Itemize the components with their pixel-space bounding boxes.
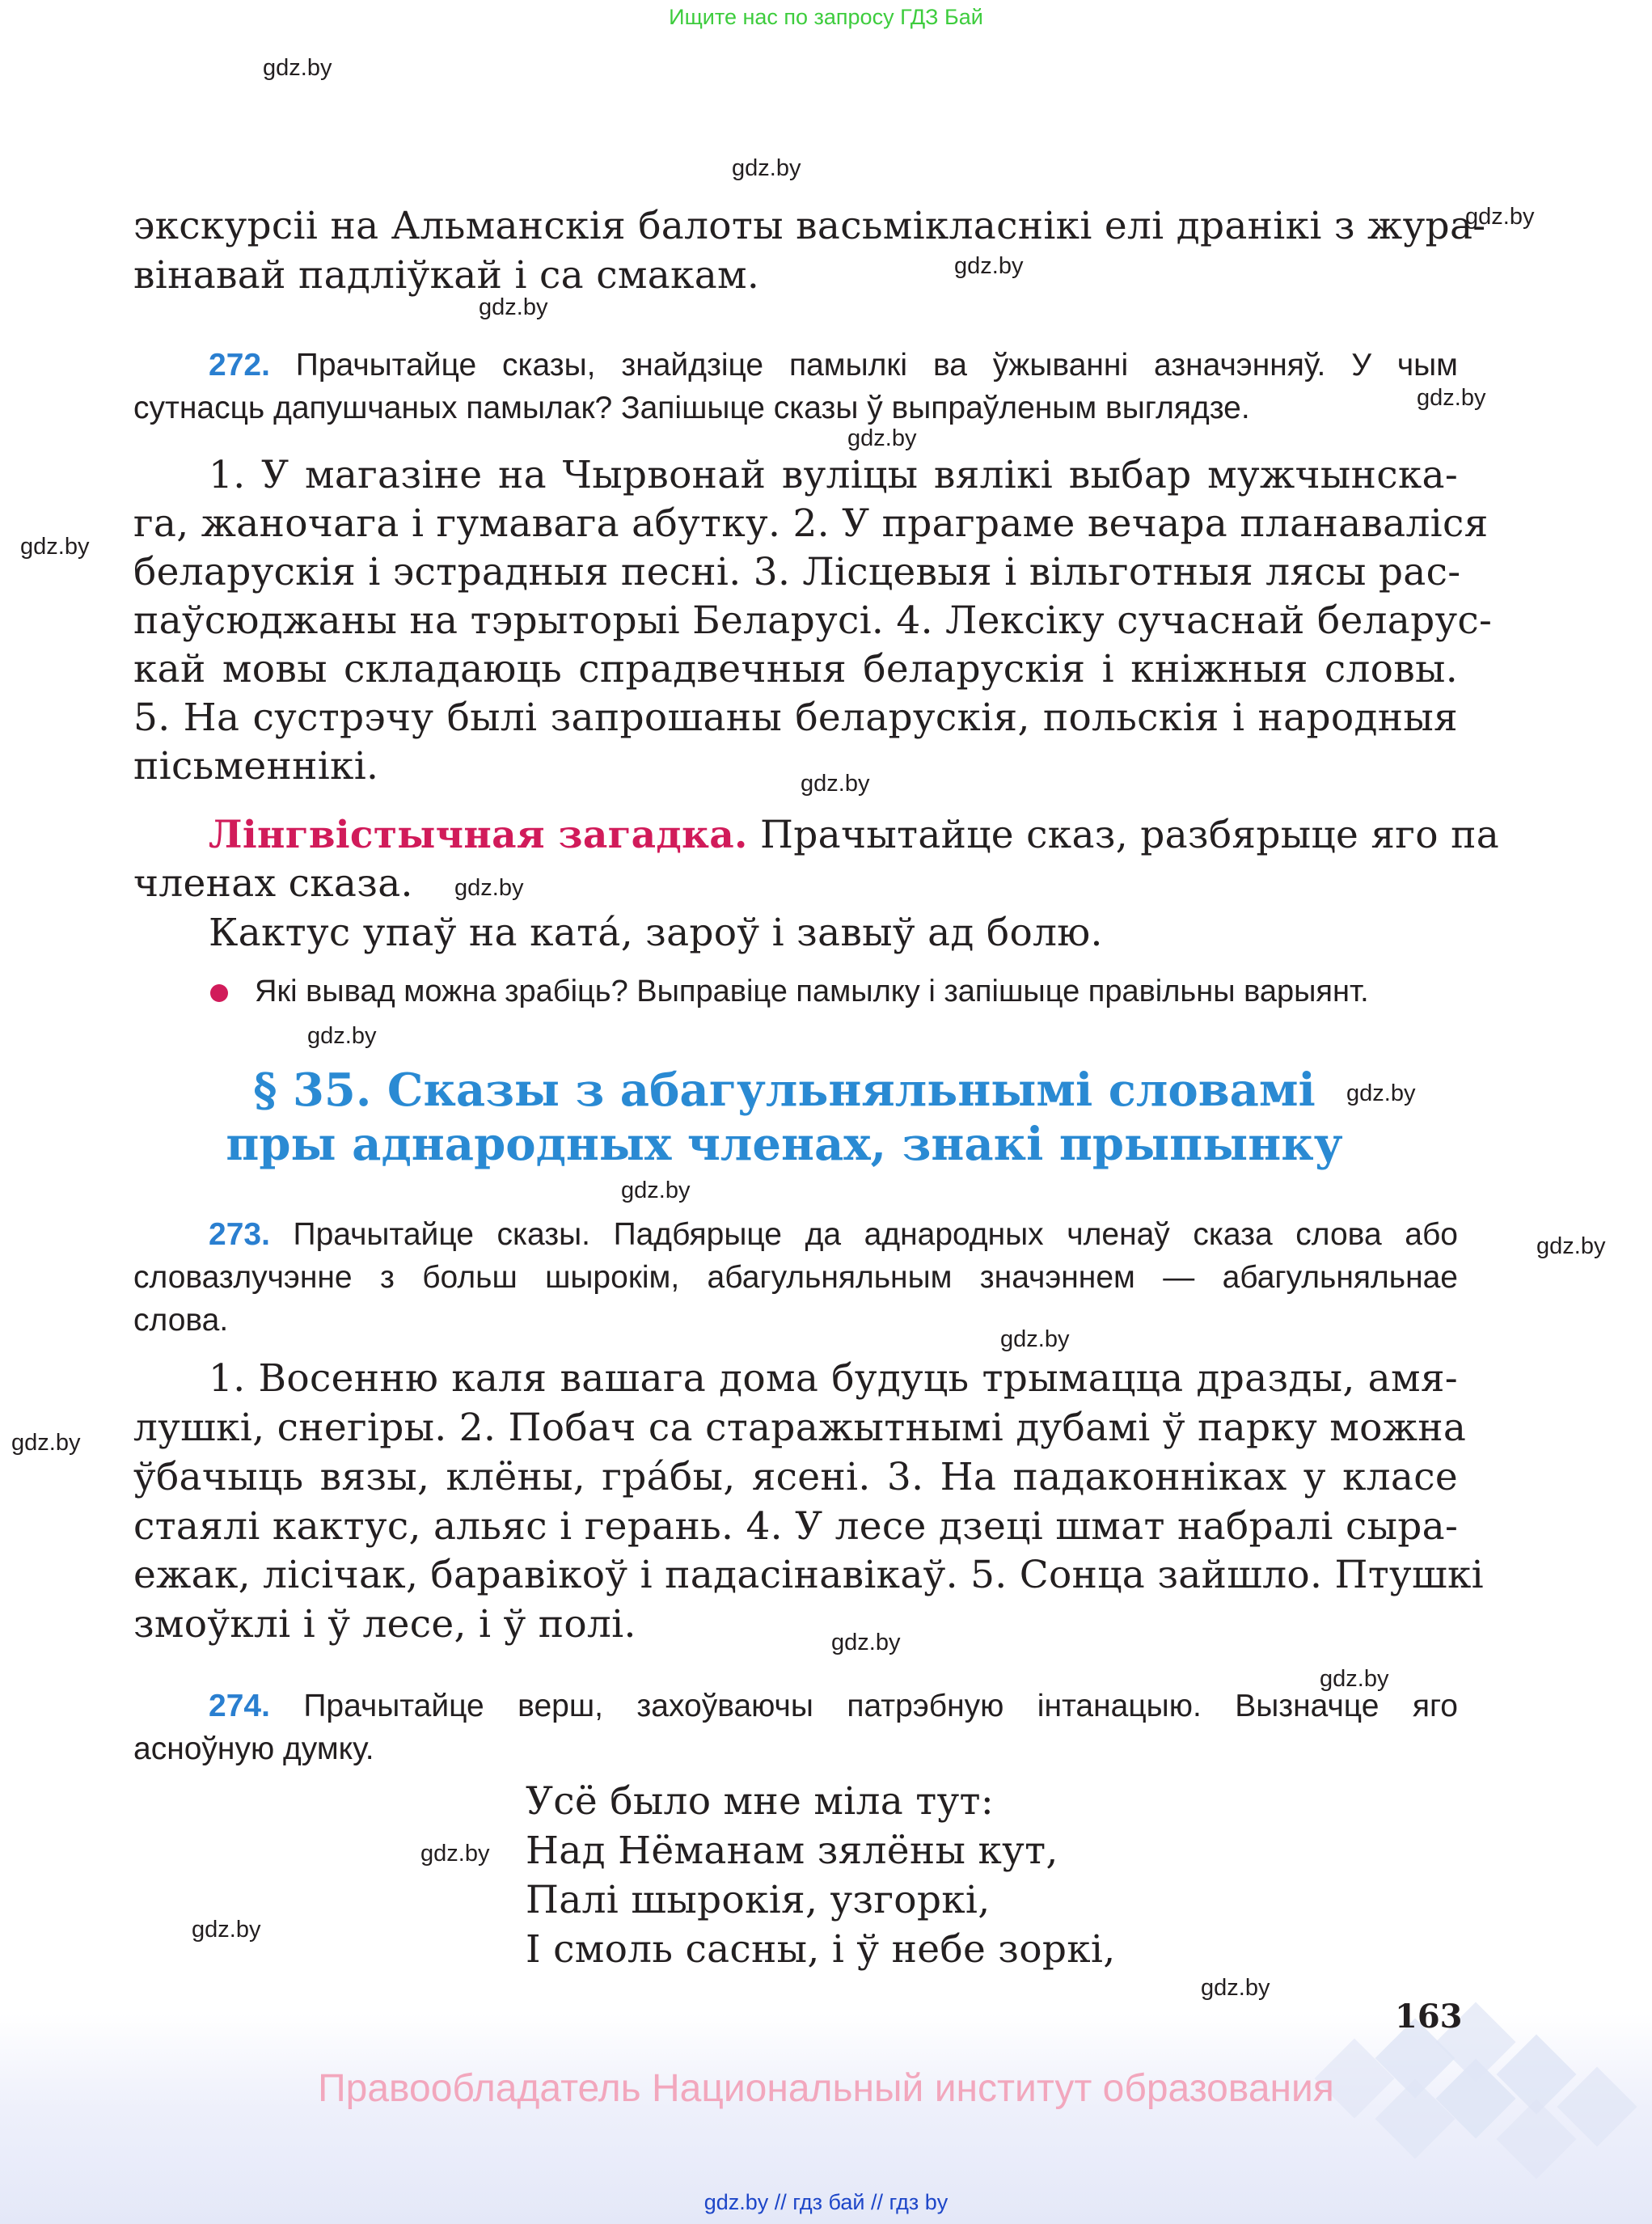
exercise-272-sentence-line: пісьменнікі. (133, 744, 379, 789)
watermark: gdz.by (1201, 1975, 1270, 2001)
intro-line-2: вінавай падліўкай і са смакам. (133, 253, 760, 298)
watermark: gdz.by (732, 155, 801, 181)
exercise-274-task-line-1: 274. Прачытайце верш, захоўваючы патрэбную інтанацыю. Вызначце яго (209, 1689, 1459, 1723)
watermark: gdz.by (847, 425, 917, 451)
watermark: gdz.by (11, 1430, 81, 1456)
exercise-272-sentence-line: 5. На сустрэчу былі запрошаны беларускія, польскія і народныя (133, 696, 1458, 740)
page-number: 163 (1395, 1998, 1463, 2036)
watermark: gdz.by (454, 875, 524, 901)
top-banner[interactable]: Ищите нас по запросу ГДЗ Бай (669, 5, 983, 29)
watermark: gdz.by (831, 1630, 901, 1655)
watermark: gdz.by (1320, 1666, 1389, 1692)
intro-line-1: экскурсіі на Альманскія балоты васьмікласнікі елі дранікі з жура- (133, 204, 1486, 248)
riddle-task-line-1: Лінгвістычная загадка. Прачытайце сказ, разбярыце яго па (209, 813, 1500, 857)
exercise-273-task-line-3: слова. (133, 1303, 229, 1338)
poem-line: Над Нёманам зялёны кут, (526, 1829, 1058, 1873)
watermark: gdz.by (479, 294, 548, 320)
watermark: gdz.by (801, 771, 870, 797)
watermark: gdz.by (621, 1178, 691, 1203)
exercise-number: 272. (209, 348, 270, 383)
exercise-272-task-line-2: сутнасць дапушчаных памылак? Запішыце сказы ў выпраўленым выглядзе. (133, 391, 1250, 425)
exercise-273-sentence-line: 1. Восенню каля вашага дома будуць трымацца дразды, амя- (209, 1356, 1458, 1401)
watermark: gdz.by (192, 1917, 261, 1943)
watermark: gdz.by (1417, 385, 1486, 411)
exercise-number: 273. (209, 1217, 270, 1252)
bottom-links[interactable]: gdz.by // гдз бай // гдз by (703, 2190, 949, 2214)
watermark: gdz.by (307, 1023, 377, 1049)
exercise-272-task-line-1: 272. Прачытайце сказы, знайдзіце памылкі ва ўжыванні азначэнняў. У чым (209, 348, 1458, 383)
exercise-272-sentence-line: 1. У магазіне на Чырвонай вуліцы вялікі выбар мужчынска- (209, 453, 1458, 497)
watermark: gdz.by (1465, 204, 1535, 230)
exercise-273-sentence-line: ежак, лісічак, баравікоў і падасінавікаў. 5. Сонца зайшло. Птушкі (133, 1553, 1485, 1597)
bullet-icon (210, 984, 228, 1002)
exercise-272-sentence-line: беларускія і эстрадныя песні. 3. Лісцевыя і вільготныя лясы рас- (133, 550, 1461, 594)
poem-line: І смоль сасны, і ў небе зоркі, (526, 1927, 1116, 1972)
exercise-273-sentence-line: змоўклі і ў лесе, і ў полі. (133, 1602, 636, 1647)
riddle-sentence: Кактус упаў на ката́, зароў і завыў ад болю. (209, 911, 1103, 955)
watermark: gdz.by (420, 1841, 490, 1867)
watermark: gdz.by (1536, 1233, 1606, 1259)
section-heading-line-2: пры аднародных членах, знакі прыпынку (226, 1118, 1343, 1171)
watermark: gdz.by (1346, 1080, 1416, 1106)
exercise-274-task-line-2: асноўную думку. (133, 1731, 374, 1766)
exercise-273-sentence-line: ўбачыць вязы, клёны, гра́бы, ясені. 3. На падаконніках у класе (133, 1455, 1458, 1499)
exercise-273-sentence-line: стаялі кактус, альяс і герань. 4. У лесе дзеці шмат набралі сыра- (133, 1504, 1459, 1549)
exercise-272-sentence-line: кай мовы складаюць спрадвечныя беларускія і кніжныя словы. (133, 647, 1458, 691)
watermark: gdz.by (954, 253, 1024, 279)
section-heading (129, 1063, 1439, 1172)
exercise-number: 274. (209, 1689, 270, 1723)
poem-line: Усё было мне міла тут: (526, 1779, 994, 1824)
copyright-notice: Правообладатель Национальный институт образования (318, 2067, 1334, 2110)
exercise-272-sentence-line: паўсюджаны на тэрыторыі Беларусі. 4. Лексіку сучаснай беларус- (133, 598, 1493, 643)
exercise-273-sentence-line: лушкі, снегіры. 2. Побач са старажытнымі дубамі ў парку можна (133, 1406, 1467, 1450)
exercise-273-task-line-2: словазлучэнне з больш шырокім, абагульняльным значэннем — абагульняльнае (133, 1260, 1458, 1295)
watermark: gdz.by (1000, 1326, 1070, 1352)
watermark: gdz.by (20, 534, 90, 560)
riddle-label: Лінгвістычная загадка. (209, 813, 748, 857)
exercise-273-task-line-1: 273. Прачытайце сказы. Падбярыце да аднародных членаў сказа слова або (209, 1217, 1458, 1252)
riddle-question: Які вывад можна зрабіць? Выправіце памылку і запішыце правільны варыянт. (255, 975, 1369, 1008)
riddle-task-line-2: членах сказа. (133, 861, 413, 906)
watermark: gdz.by (263, 55, 332, 81)
exercise-272-sentence-line: га, жаночага і гумавага абутку. 2. У праграме вечара планаваліся (133, 501, 1489, 546)
poem-line: Палі шырокія, узгоркі, (526, 1878, 991, 1922)
section-heading-line-1: § 35. Сказы з абагульняльнымі словамі (253, 1063, 1316, 1117)
